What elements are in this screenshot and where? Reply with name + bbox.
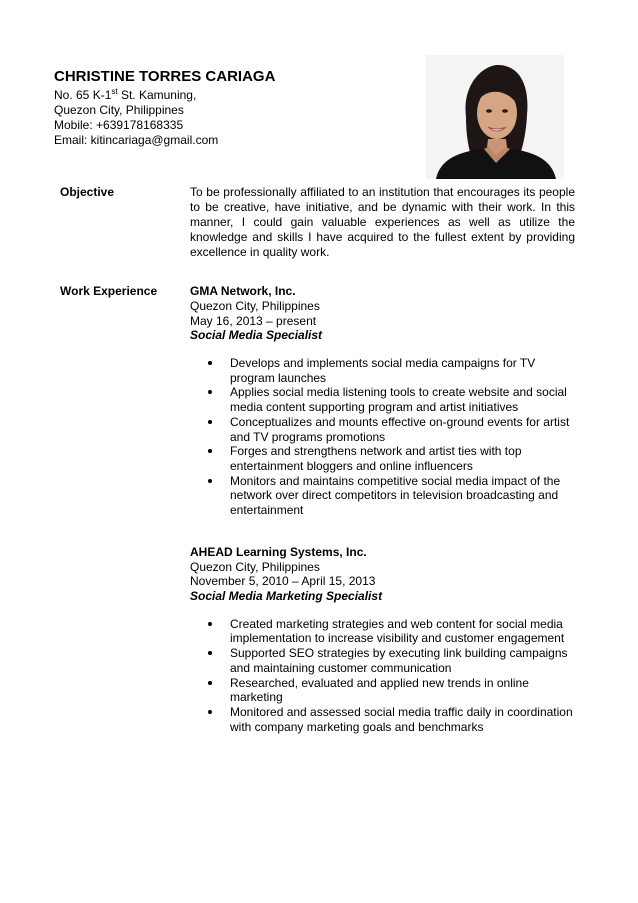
address-line-2: Quezon City, Philippines: [54, 103, 184, 117]
company-name: GMA Network, Inc.: [190, 284, 296, 298]
work-experience-body: [190, 284, 575, 761]
responsibility-item: Created marketing strategies and web content for social media implementation to increase visibility and customer engagement: [190, 617, 575, 646]
job-location: Quezon City, Philippines: [190, 559, 320, 574]
responsibility-item: Applies social media listening tools to create website and social media content supporting program and artist initiatives: [190, 385, 575, 414]
address-prefix: No. 65 K-1: [54, 88, 112, 102]
job-entry: [190, 284, 575, 518]
job-responsibilities: [190, 356, 575, 518]
responsibility-item: Develops and implements social media campaigns for TV program launches: [190, 356, 575, 385]
responsibility-item: Supported SEO strategies by executing link building campaigns and maintaining customer communication: [190, 646, 575, 675]
address-line-1: [54, 88, 414, 103]
responsibility-item: Monitors and maintains competitive social media impact of the network over direct competitors in television broadcasting and entertainment: [190, 474, 575, 518]
job-entry: [190, 545, 575, 735]
objective-section: [60, 185, 580, 265]
mobile-number: Mobile: +639178168335: [54, 118, 184, 132]
job-title: Social Media Marketing Specialist: [190, 588, 383, 603]
objective-text: To be professionally affiliated to an institution that encourages its people to be creative, have initiative, and be dynamic with their work. In this manner, I could gain valuable experiences as well as utilize the knowledge and skills I have acquired to the fullest extent by providing excellence in quality work.: [190, 185, 575, 259]
responsibility-item: Researched, evaluated and applied new trends in online marketing: [190, 676, 575, 705]
work-experience-label: Work Experience: [60, 284, 158, 298]
objective-label: Objective: [60, 185, 115, 199]
profile-photo-image: [426, 55, 564, 179]
resume-header: [54, 68, 414, 148]
email-address: Email: kitincariaga@gmail.com: [54, 133, 219, 147]
company-name: AHEAD Learning Systems, Inc.: [190, 544, 367, 559]
responsibility-item: Monitored and assessed social media traffic daily in coordination with company marketing goals and benchmarks: [190, 705, 575, 734]
responsibility-item: Conceptualizes and mounts effective on-ground events for artist and TV programs promotions: [190, 415, 575, 444]
address-superscript: st: [111, 87, 118, 96]
objective-body: [190, 185, 575, 260]
candidate-name: CHRISTINE TORRES CARIAGA: [54, 68, 276, 85]
work-experience-section: [60, 284, 580, 744]
job-location: Quezon City, Philippines: [190, 299, 320, 313]
job-title: Social Media Specialist: [190, 328, 323, 342]
responsibility-item: Forges and strengthens network and artist ties with top entertainment bloggers and online influencers: [190, 444, 575, 473]
job-responsibilities: [190, 617, 575, 735]
address-suffix: St. Kamuning,: [117, 88, 197, 102]
job-dates: May 16, 2013 – present: [190, 313, 317, 328]
job-dates: November 5, 2010 – April 15, 2013: [190, 574, 376, 589]
profile-photo: [426, 55, 564, 179]
